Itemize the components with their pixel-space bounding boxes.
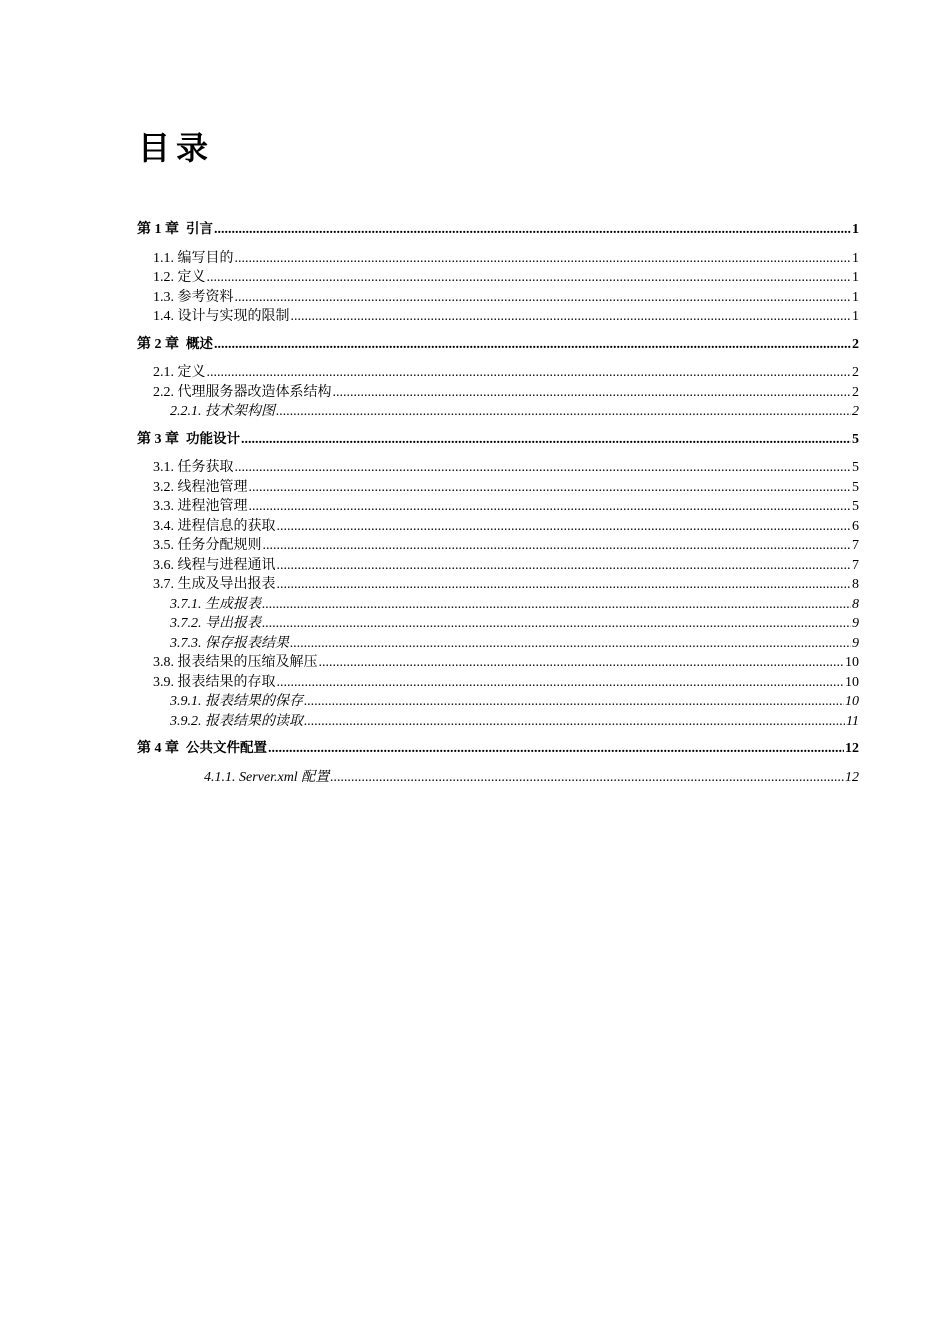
toc-entry-page-number: 5 — [852, 499, 859, 514]
toc-entry-page-number: 1 — [852, 289, 859, 305]
toc-entry-page-number: 1 — [852, 309, 859, 324]
page-title: 目录 — [138, 129, 215, 167]
toc-entry-section[interactable] — [137, 288, 859, 308]
toc-entry-number: 3.9. — [153, 674, 174, 690]
toc-entry-title: 定义 — [177, 365, 206, 380]
toc-entry-number: 3.7. — [153, 577, 174, 592]
toc-entry-title: 概述 — [186, 335, 213, 352]
toc-entry-number: 第 2 章 — [137, 336, 179, 352]
toc-entry-page-number: 9 — [852, 616, 859, 631]
toc-entry-page-number: 8 — [852, 577, 859, 592]
toc-dot-leader — [249, 478, 852, 498]
toc-entry-section[interactable] — [137, 383, 859, 403]
toc-entry-section[interactable] — [137, 673, 859, 693]
toc-entry-number: 1.2. — [153, 270, 174, 285]
toc-entry-number: 1.4. — [153, 309, 174, 324]
toc-entry-page-number: 8 — [852, 596, 859, 612]
toc-entry-section[interactable] — [137, 478, 859, 498]
toc-dot-leader — [290, 634, 851, 654]
toc-entry-number: 3.6. — [153, 557, 174, 573]
toc-entry-section[interactable] — [137, 458, 859, 478]
toc-dot-leader — [241, 430, 851, 450]
toc-entry-number: 第 1 章 — [137, 222, 179, 237]
toc-entry-title: 保存报表结果 — [205, 635, 289, 651]
toc-entry-page-number: 2 — [852, 365, 859, 380]
toc-entry-title: 参考资料 — [177, 289, 234, 305]
toc-entry-number: 3.9.1. — [170, 694, 202, 709]
toc-entry-section[interactable] — [137, 363, 859, 383]
toc-entry-title: 报表结果的保存 — [205, 694, 303, 709]
toc-entry-title: 任务获取 — [177, 460, 234, 475]
toc-entry-number: 2.2. — [153, 384, 174, 400]
toc-entry-title: 报表结果的压缩及解压 — [177, 655, 318, 670]
toc-dot-leader — [268, 739, 844, 759]
toc-entry-page-number: 5 — [852, 431, 859, 447]
toc-entry-sub[interactable] — [137, 402, 859, 422]
toc-dot-leader — [304, 692, 844, 712]
toc-entry-title: 代理服务器改造体系结构 — [177, 384, 332, 400]
toc-dot-leader — [214, 335, 851, 355]
toc-entry-title: 报表结果的读取 — [205, 713, 303, 729]
toc-dot-leader — [207, 363, 852, 383]
toc-entry-title: 进程信息的获取 — [177, 518, 276, 534]
toc-entry-title: Server.xml 配置 — [239, 769, 330, 785]
toc-entry-section[interactable] — [137, 307, 859, 327]
toc-entry-number: 3.7.2. — [170, 616, 202, 631]
toc-entry-page-number: 5 — [852, 460, 859, 475]
toc-dot-leader — [333, 383, 852, 403]
toc-entry-section[interactable] — [137, 556, 859, 576]
toc-dot-leader — [277, 517, 852, 537]
toc-entry-title: 导出报表 — [205, 616, 261, 631]
toc-entry-page-number: 10 — [845, 694, 859, 709]
toc-entry-section[interactable] — [137, 536, 859, 556]
toc-entry-number: 2.1. — [153, 365, 174, 380]
toc-entry-chapter[interactable] — [137, 335, 859, 355]
toc-entry-title: 任务分配规则 — [177, 538, 262, 553]
toc-entry-number: 第 3 章 — [137, 431, 179, 447]
toc-entry-number: 2.2.1. — [170, 404, 202, 419]
toc-entry-page-number: 2 — [852, 384, 859, 400]
toc-dot-leader — [262, 595, 851, 615]
toc-entry-section[interactable] — [137, 497, 859, 517]
toc-dot-leader — [263, 536, 852, 556]
toc-entry-page-number: 1 — [852, 250, 859, 266]
toc-entry-number: 3.7.1. — [170, 596, 202, 612]
toc-entry-page-number: 6 — [852, 518, 859, 534]
toc-entry-page-number: 10 — [845, 655, 859, 670]
toc-entry-number: 4.1.1. — [204, 769, 236, 785]
toc-entry-number: 3.4. — [153, 518, 174, 534]
toc-entry-sub[interactable] — [137, 595, 859, 615]
toc-dot-leader — [235, 288, 852, 308]
toc-dot-leader — [330, 768, 844, 788]
toc-entry-number: 第 4 章 — [137, 741, 179, 756]
toc-entry-number: 3.5. — [153, 538, 174, 553]
toc-entry-page-number: 2 — [852, 404, 859, 419]
toc-entry-title: 定义 — [177, 270, 206, 285]
toc-entry-page-number: 1 — [852, 270, 859, 285]
toc-entry-page-number: 12 — [845, 769, 859, 785]
toc-dot-leader — [276, 402, 851, 422]
toc-entry-chapter[interactable] — [137, 220, 859, 240]
toc-entry-section[interactable] — [137, 517, 859, 537]
toc-entry-chapter[interactable] — [137, 430, 859, 450]
toc-entry-chapter[interactable] — [137, 739, 859, 759]
toc-entry-title: 报表结果的存取 — [177, 674, 276, 690]
table-of-contents — [137, 220, 859, 787]
toc-entry-section[interactable] — [137, 575, 859, 595]
toc-entry-title: 编写目的 — [177, 250, 234, 266]
toc-entry-number: 3.7.3. — [170, 635, 202, 651]
toc-entry-page-number: 12 — [845, 741, 859, 756]
toc-entry-sub[interactable] — [137, 692, 859, 712]
toc-dot-leader — [291, 307, 852, 327]
toc-entry-title: 设计与实现的限制 — [177, 309, 290, 324]
toc-entry-title: 线程与进程通讯 — [177, 557, 276, 573]
toc-entry-sub[interactable] — [137, 634, 859, 654]
toc-entry-page-number: 7 — [852, 538, 859, 553]
toc-entry-page-number: 2 — [852, 336, 859, 352]
toc-entry-title: 技术架构图 — [205, 404, 275, 419]
toc-entry-title: 生成报表 — [205, 596, 261, 612]
toc-entry-section[interactable] — [137, 653, 859, 673]
toc-entry-title: 线程池管理 — [177, 479, 248, 495]
toc-entry-page-number: 11 — [846, 713, 859, 729]
toc-entry-title: 功能设计 — [186, 430, 240, 447]
toc-entry-title: 公共文件配置 — [186, 740, 267, 756]
toc-dot-leader — [235, 458, 852, 478]
toc-entry-number: 3.9.2. — [170, 713, 202, 729]
toc-dot-leader — [277, 673, 845, 693]
toc-entry-page-number: 5 — [852, 479, 859, 495]
toc-dot-leader — [214, 220, 851, 240]
toc-dot-leader — [319, 653, 845, 673]
toc-entry-title: 生成及导出报表 — [177, 577, 276, 592]
toc-dot-leader — [277, 575, 852, 595]
toc-entry-number: 1.3. — [153, 289, 174, 305]
toc-entry-subsub[interactable] — [137, 768, 859, 788]
toc-entry-number: 3.8. — [153, 655, 174, 670]
toc-entry-sub[interactable] — [137, 614, 859, 634]
toc-entry-number: 3.3. — [153, 499, 174, 514]
toc-dot-leader — [249, 497, 852, 517]
toc-dot-leader — [262, 614, 851, 634]
toc-dot-leader — [304, 712, 845, 732]
toc-entry-number: 1.1. — [153, 250, 174, 266]
toc-dot-leader — [207, 268, 852, 288]
toc-entry-number: 3.2. — [153, 479, 174, 495]
toc-entry-page-number: 7 — [852, 557, 859, 573]
toc-entry-sub[interactable] — [137, 712, 859, 732]
toc-entry-page-number: 10 — [845, 674, 859, 690]
toc-entry-title: 引言 — [186, 221, 213, 237]
toc-entry-section[interactable] — [137, 249, 859, 269]
toc-dot-leader — [277, 556, 852, 576]
toc-entry-title: 进程池管理 — [177, 499, 248, 514]
toc-entry-number: 3.1. — [153, 460, 174, 475]
toc-entry-page-number: 1 — [852, 222, 859, 237]
toc-entry-section[interactable] — [137, 268, 859, 288]
toc-entry-page-number: 9 — [852, 635, 859, 651]
toc-dot-leader — [235, 249, 852, 269]
